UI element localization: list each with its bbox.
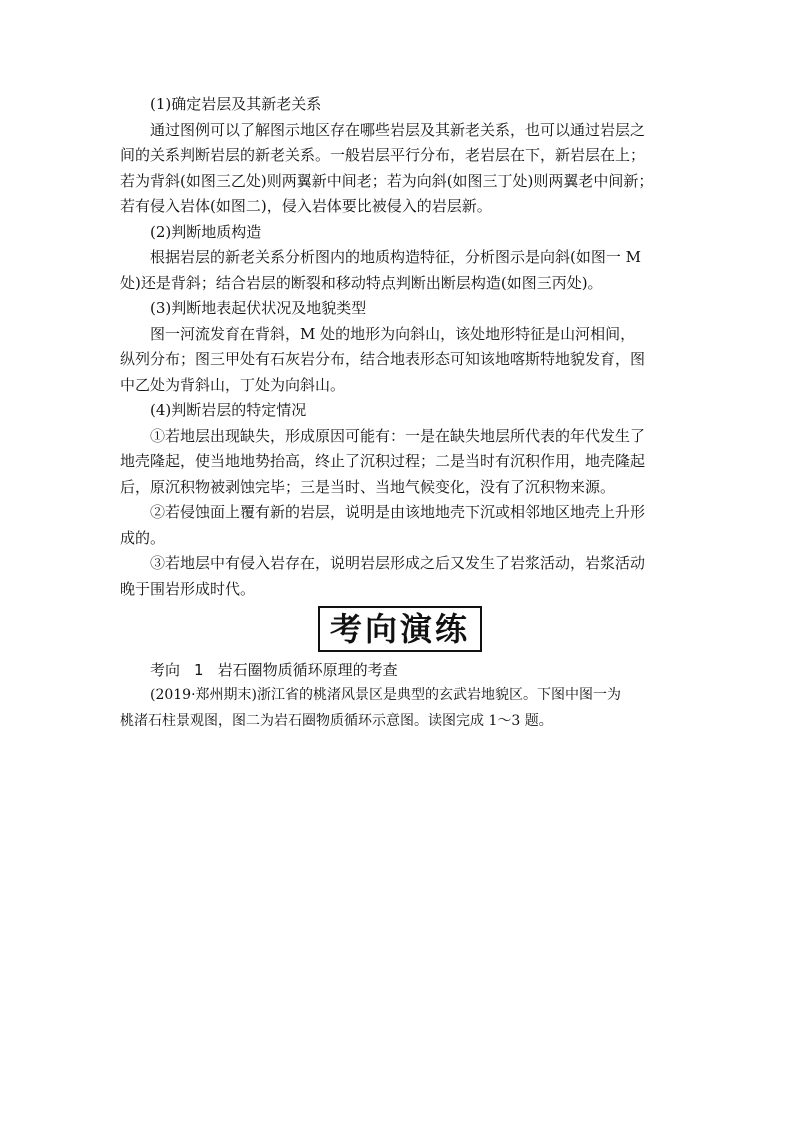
exercise-subheading [120,658,680,682]
paragraph-line: 若为背斜(如图三乙处)则两翼新中间老；若为向斜(如图三丁处)则两翼老中间新； [120,171,654,190]
exercise-topic: 岩石圈物质循环原理的考查 [217,661,398,679]
paragraph-line: ③若地层中有侵入岩存在，说明岩层形成之后又发生了岩浆活动，岩浆活动 [150,554,646,572]
section-heading-1: (1)确定岩层及其新老关系 [150,95,322,113]
section-heading-2: (2)判断地质构造 [150,222,262,241]
exercise-number: 1 [194,661,204,679]
paragraph-line: 若有侵入岩体(如图二)，侵入岩体要比被侵入的岩层新。 [120,197,492,215]
question-stem-line: (2019·郑州期末)浙江省的桃渚风景区是典型的玄武岩地貌区。下图中图一为 [150,687,622,703]
paragraph-line: ①若地层出现缺失，形成原因可能有：一是在缺失地层所代表的年代发生了 [150,426,646,445]
section-heading-4: (4)判断岩层的特定情况 [150,401,307,419]
exercise-tag: 考向 [150,661,181,679]
paragraph-line: ②若侵蚀面上覆有新的岩层，说明是由该地地壳下沉或相邻地区地壳上升形 [150,503,646,521]
paragraph-line: 间的关系判断岩层的新老关系。一般岩层平行分布，老岩层在下，新岩层在上； [120,146,646,164]
paragraph-line: 地壳隆起，使当地地势抬高，终止了沉积过程；二是当时有沉积作用，地壳隆起 [120,452,646,470]
paragraph-line: 纵列分布；图三甲处有石灰岩分布，结合地表形态可知该地喀斯特地貌发育，图 [120,350,646,368]
paragraph-line: 成的。 [120,528,166,547]
paragraph-line: 后，原沉积物被剥蚀完毕；三是当时、当地气候变化，没有了沉积物来源。 [120,477,616,496]
paragraph-line: 晚于围岩形成时代。 [120,579,256,598]
paragraph-line: 根据岩层的新老关系分析图内的地质构造特征，分析图示是向斜(如图一 M [150,248,641,266]
paragraph-line: 图一河流发育在背斜，M 处的地形为向斜山，该处地形特征是山河相间， [150,324,636,343]
paragraph-line: 处)还是背斜；结合岩层的断裂和移动特点判断出断层构造(如图三丙处)。 [120,273,603,292]
paragraph-line: 中乙处为背斜山，丁处为向斜山。 [120,375,346,394]
banner-container [120,606,680,652]
document-page [120,92,680,734]
section-heading-3: (3)判断地表起伏状况及地貌类型 [150,299,367,317]
paragraph-line: 通过图例可以了解图示地区存在哪些岩层及其新老关系，也可以通过岩层之 [150,120,646,139]
question-stem-line: 桃渚石柱景观图，图二为岩石圈物质循环示意图。读图完成 1～3 题。 [120,713,553,729]
banner-title: 考向演练 [318,606,482,652]
